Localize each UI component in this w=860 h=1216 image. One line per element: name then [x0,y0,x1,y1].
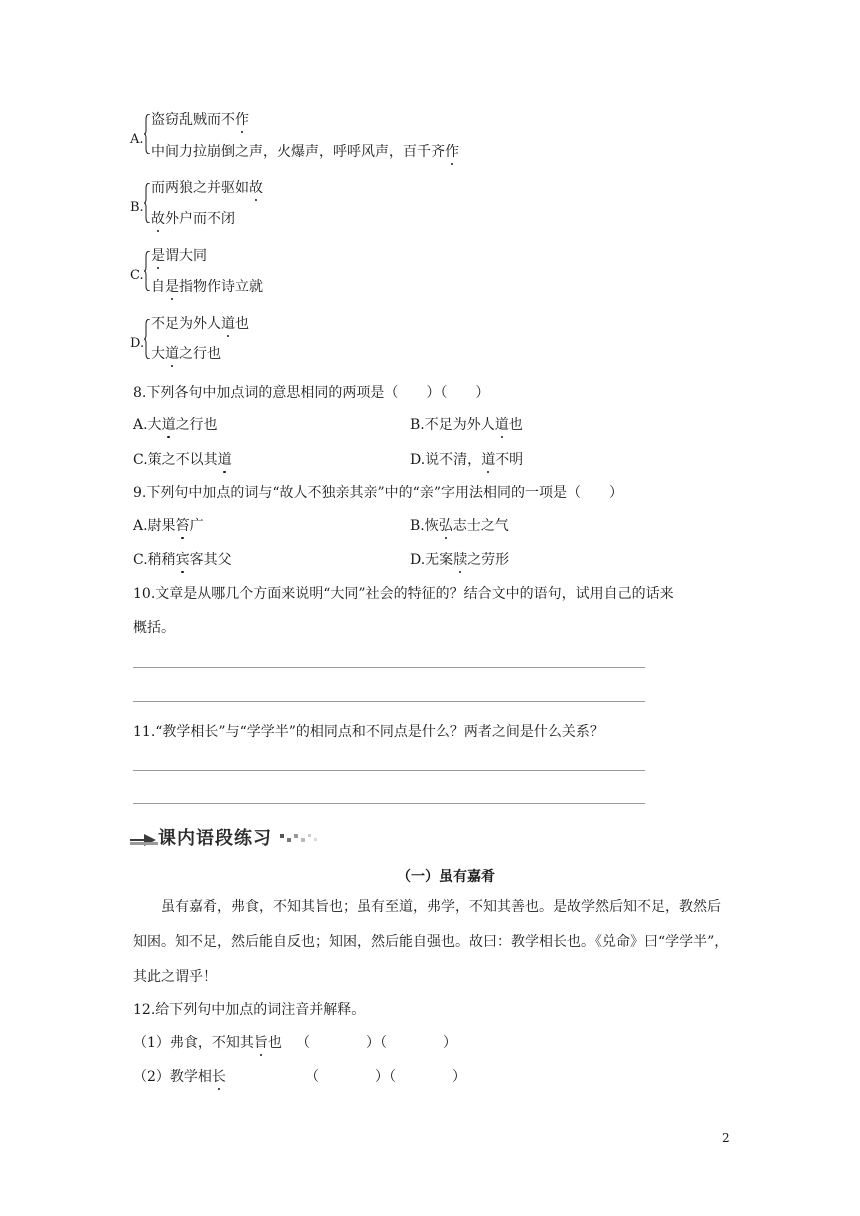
passage-title: （一）虽有嘉肴 [397,869,495,885]
section-banner-title: 课内语段练习 [158,828,272,849]
option-label-a: A. [130,132,144,147]
option-b-line2: 故外户而不闭 [151,211,235,227]
answer-line[interactable] [133,770,645,771]
option-c-line2: 自是指物作诗立就 [151,279,263,295]
q12-item2-blanks[interactable]: （ ）（ ） [305,1069,466,1085]
section-banner [130,822,330,848]
option-label-b: B. [130,200,144,215]
answer-line[interactable] [133,701,645,702]
q9-stem: 9.下列句中加点的词与“故人不独亲其亲”中的“亲”字用法相同的一项是（ ） [133,485,623,501]
page-number: 2 [722,1131,730,1145]
brace-icon [144,319,150,359]
passage-text: 虽有嘉肴，弗食，不知其旨也；虽有至道，弗学，不知其善也。是故学然后知不足，教然后知困。知不足，然后能自反也；知困，然后能自强也。故曰：教学相长也。《兑命》曰“学学半”，其此之谓乎！ [133,899,729,985]
q10-stem-line1: 10.文章是从哪几个方面来说明“大同”社会的特征的？结合文中的语句，试用自己的话来 [133,586,674,602]
q9-option-b[interactable]: B.恢弘志士之气 [410,518,509,534]
option-a-line1: 盗窃乱贼而不作 [151,112,249,128]
q12-stem: 12.给下列句中加点的词注音并解释。 [133,1002,366,1018]
q9-option-a[interactable]: A.尉果笞广 [133,518,204,534]
brace-icon [144,251,150,291]
answer-line[interactable] [133,667,645,668]
q8-option-b[interactable]: B.不足为外人道也 [410,417,523,433]
q8-option-a[interactable]: A.大道之行也 [133,417,218,433]
option-d-line1: 不足为外人道也 [151,316,249,332]
option-a-line2: 中间力拉崩倒之声，火爆声，呼呼风声，百千齐作 [151,144,459,160]
q8-stem: 8.下列各句中加点词的意思相同的两项是（ ）（ ） [133,385,490,401]
brace-icon [144,183,150,223]
q9-option-d[interactable]: D.无案牍之劳形 [410,552,510,568]
q11-stem: 11.“教学相长”与“学学半”的相同点和不同点是什么？两者之间是什么关系？ [133,724,604,740]
answer-line[interactable] [133,803,645,804]
q10-stem-line2: 概括。 [133,620,175,636]
brace-icon [144,114,150,154]
q8-option-c[interactable]: C.策之不以其道 [133,452,232,468]
option-c-line1: 是谓大同 [151,248,207,264]
q8-option-d[interactable]: D.说不清，道不明 [410,452,524,468]
q12-item2: （2）教学相长 [133,1069,226,1085]
q12-item1-blanks[interactable]: （ ）（ ） [296,1035,457,1051]
q12-item1: （1）弗食，不知其旨也 [133,1035,282,1051]
q9-option-c[interactable]: C.稍稍宾客其父 [133,552,232,568]
option-label-d: D. [130,336,145,351]
option-d-line2: 大道之行也 [151,346,221,362]
option-b-line1: 而两狼之并驱如故 [151,180,263,196]
option-label-c: C. [130,268,144,283]
